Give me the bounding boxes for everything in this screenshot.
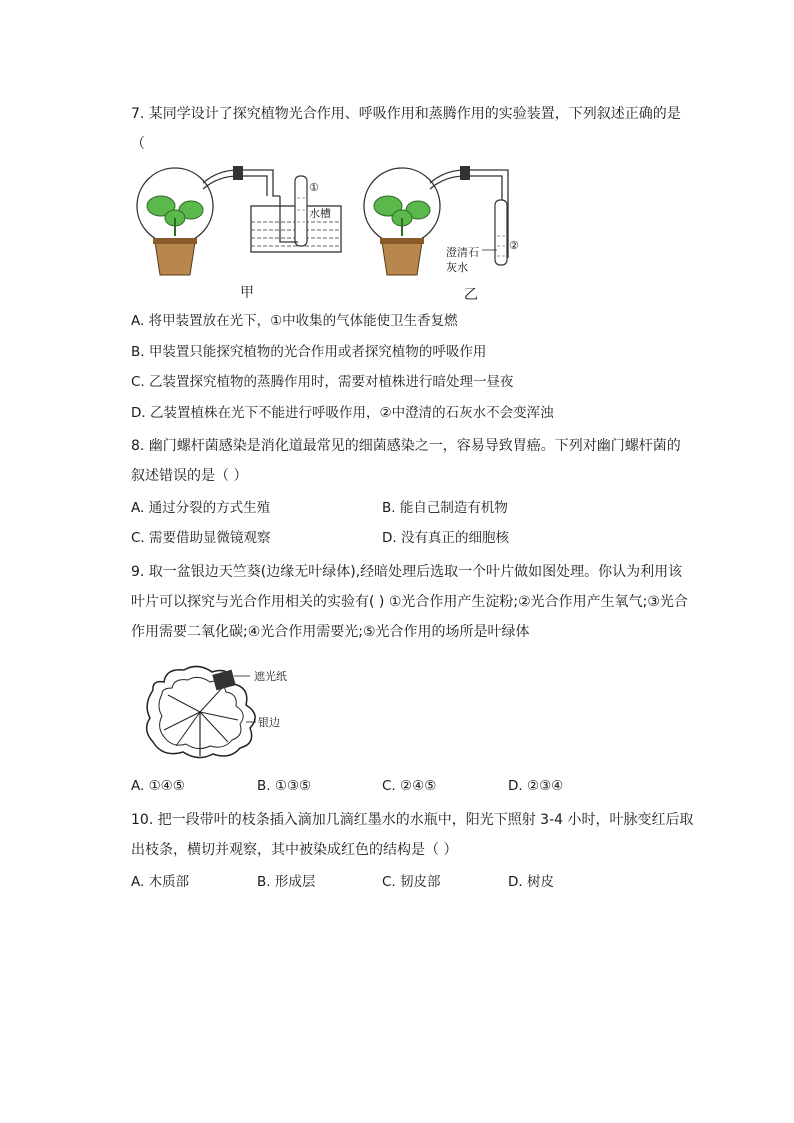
q9-stem-2: 叶片可以探究与光合作用相关的实验有( ) ①光合作用产生淀粉;②光合作用产生氧气;③光合 <box>131 594 688 610</box>
q7-stem-cont: （ <box>131 136 145 152</box>
limewater-label-1: 澄清石 <box>446 246 479 259</box>
q8-option-c: C. 需要借助显微镜观察 <box>131 530 271 546</box>
valve-yi <box>460 166 470 180</box>
q8-option-d: D. 没有真正的细胞核 <box>382 530 509 546</box>
q9-stem-3: 作用需要二氧化碳;④光合作用需要光;⑤光合作用的场所是叶绿体 <box>131 624 530 640</box>
q9-leaf-figure <box>138 660 308 765</box>
q8-option-a: A. 通过分裂的方式生殖 <box>131 500 271 516</box>
flower-pot-jia <box>155 242 195 275</box>
q9-option-c: C. ②④⑤ <box>382 778 437 794</box>
mark-1: ① <box>309 181 319 194</box>
q8-option-b: B. 能自己制造有机物 <box>382 500 508 516</box>
collecting-tube-1 <box>295 176 307 246</box>
q10-option-b: B. 形成层 <box>257 874 316 890</box>
q10-option-d: D. 树皮 <box>508 874 554 890</box>
q10-stem-2: 出枝条，横切并观察，其中被染成红色的结构是（ ） <box>131 842 458 858</box>
mark-2: ② <box>509 239 519 252</box>
apparatus-jia <box>137 166 341 275</box>
q7-stem: 7. 某同学设计了探究植物光合作用、呼吸作用和蒸腾作用的实验装置，下列叙述正确的是 <box>131 106 681 122</box>
limewater-label-2: 灰水 <box>446 261 468 274</box>
label-yi: 乙 <box>464 287 478 303</box>
flower-pot-yi <box>382 242 422 275</box>
q7-option-b: B. 甲装置只能探究植物的光合作用或者探究植物的呼吸作用 <box>131 344 487 360</box>
valve-jia <box>233 166 243 180</box>
silver-edge-label: 银边 <box>258 716 280 729</box>
q10-option-a: A. 木质部 <box>131 874 190 890</box>
label-jia: 甲 <box>240 285 254 301</box>
q8-stem-1: 8. 幽门螺杆菌感染是消化道最常见的细菌感染之一，容易导致胃癌。下列对幽门螺杆菌的 <box>131 438 681 454</box>
q7-option-c: C. 乙装置探究植物的蒸腾作用时，需要对植株进行暗处理一昼夜 <box>131 374 514 390</box>
q9-stem-1: 9. 取一盆银边天竺葵(边缘无叶绿体),经暗处理后选取一个叶片做如图处理。你认为利用该 <box>131 564 683 580</box>
q9-option-b: B. ①③⑤ <box>257 778 312 794</box>
q9-option-a: A. ①④⑤ <box>131 778 185 794</box>
q7-option-d: D. 乙装置植株在光下不能进行呼吸作用，②中澄清的石灰水不会变浑浊 <box>131 405 554 421</box>
test-tube-2 <box>495 200 507 265</box>
shade-paper-label: 遮光纸 <box>254 670 287 683</box>
water-tank-label: 水槽 <box>309 207 331 220</box>
q8-stem-2: 叙述错误的是（ ） <box>131 468 248 484</box>
q9-option-d: D. ②③④ <box>508 778 564 794</box>
q10-option-c: C. 韧皮部 <box>382 874 441 890</box>
q7-option-a: A. 将甲装置放在光下，①中收集的气体能使卫生香复燃 <box>131 313 458 329</box>
q10-stem-1: 10. 把一段带叶的枝条插入滴加几滴红墨水的水瓶中，阳光下照射 3-4 小时，叶脉变红后取 <box>131 812 694 828</box>
apparatus-yi <box>364 166 519 275</box>
